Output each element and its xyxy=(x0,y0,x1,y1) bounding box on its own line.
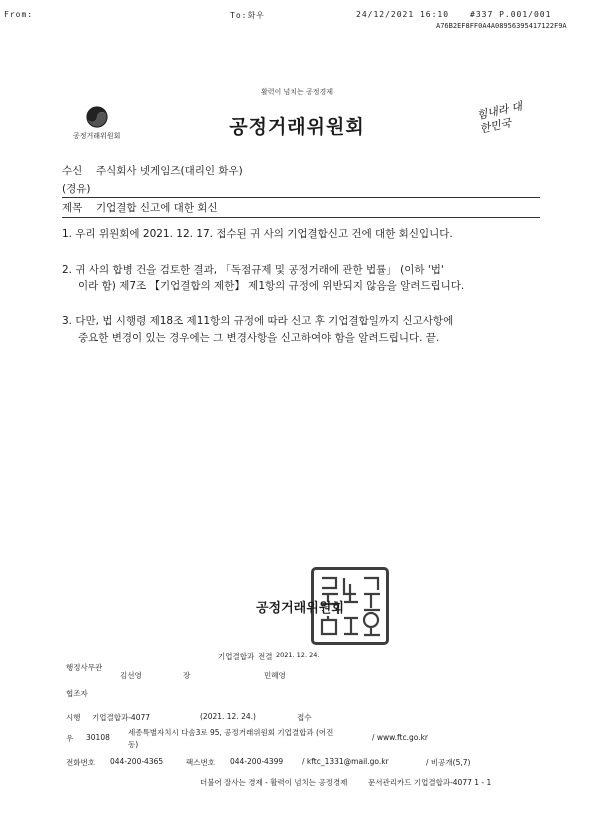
bottom-slogan: 더불어 잘사는 경제 - 활력이 넘치는 공정경제 xyxy=(200,778,348,787)
phone-label: 전화번호 xyxy=(66,758,95,767)
postal-label: 우 xyxy=(66,734,74,743)
paragraph-3-line-1: 3. 다만, 법 시행령 제18조 제11항의 규정에 따라 신고 후 기업결합일까지 신고사항에 xyxy=(62,315,454,327)
paragraph-2-line-2: 이라 함) 제7조 【기업결합의 제한】 제1항의 규정에 위반되지 않음을 알려드립니다. xyxy=(78,280,465,292)
approver-dept: 기업결합과 xyxy=(218,652,255,661)
postal-code: 30108 xyxy=(86,733,110,742)
cooperator-label: 협조자 xyxy=(66,689,88,698)
letterhead-title: 공정거래위원회 xyxy=(229,116,365,138)
disclosure: / 비공개(5,7) xyxy=(426,758,471,767)
enforcement-date: (2021. 12. 24.) xyxy=(200,712,256,721)
drafter-name: 김선영 xyxy=(120,671,142,680)
calligraphy-slogan: 힘내라 대한민국 xyxy=(475,99,524,136)
via-line: (경유) xyxy=(62,183,91,195)
logo-org-name: 공정거래위원회 xyxy=(73,132,121,140)
fax-code: A76B2EF8FF0A4A08956395417122F9A xyxy=(436,22,567,30)
phone-number: 044-200-4365 xyxy=(110,757,164,766)
recipient-label: 수신 xyxy=(62,165,83,177)
fax-from-label: From: xyxy=(4,10,34,19)
approval-mark: 전결 xyxy=(258,652,273,661)
drafter-role: 행정사무관 xyxy=(66,663,103,672)
paragraph-3-line-2: 중요한 변경이 있는 경우에는 그 변경사항을 신고하여야 함을 알려드립니다. 끝. xyxy=(78,332,440,344)
email: / kftc_1331@mail.go.kr xyxy=(302,757,389,766)
enforcement-number: 기업결합과-4077 xyxy=(92,713,151,722)
approver-name: 민혜영 xyxy=(264,671,286,680)
fax-to-label: To:화우 xyxy=(230,11,265,20)
address-line-2: 동) xyxy=(128,740,139,749)
fax-number: 044-200-4399 xyxy=(230,757,284,766)
sender-name: 공정거래위원회 xyxy=(256,601,344,616)
paragraph-2-line-1: 2. 귀 사의 합병 건을 검토한 결과, 「독점규제 및 공정거래에 관한 법률」 (이하 '법' xyxy=(62,264,444,276)
enforcement-label: 시행 xyxy=(66,713,81,722)
paragraph-1: 1. 우리 위원회에 2021. 12. 17. 접수된 귀 사의 기업결합신고 건에 대한 회신입니다. xyxy=(62,228,453,240)
recipient-value: 주식회사 넷게임즈(대리인 화우) xyxy=(96,165,243,177)
approval-date: 2021. 12. 24. xyxy=(276,651,320,659)
slogan: 활력이 넘치는 공정경제 xyxy=(260,88,334,96)
subject-bottom-rule xyxy=(62,217,540,218)
receipt-label: 접수 xyxy=(297,713,312,722)
subject-top-rule xyxy=(62,197,540,198)
bottom-doc-card: 문서관리카드 기업결합과-4077 1 - 1 xyxy=(368,778,492,787)
subject-label: 제목 xyxy=(62,202,83,214)
subject-value: 기업결합 신고에 대한 회신 xyxy=(96,202,218,214)
fax-number-label: 팩스번호 xyxy=(186,758,215,767)
fax-datetime: 24/12/2021 16:10 xyxy=(356,10,450,19)
approver-label: 장 xyxy=(183,671,191,680)
address-line-1: 세종특별자치시 다솜3로 95, 공정거래위원회 기업결합과 (어진 xyxy=(128,728,334,737)
homepage: / www.ftc.go.kr xyxy=(372,733,428,742)
fax-page-info: #337 P.001/001 xyxy=(470,10,552,19)
